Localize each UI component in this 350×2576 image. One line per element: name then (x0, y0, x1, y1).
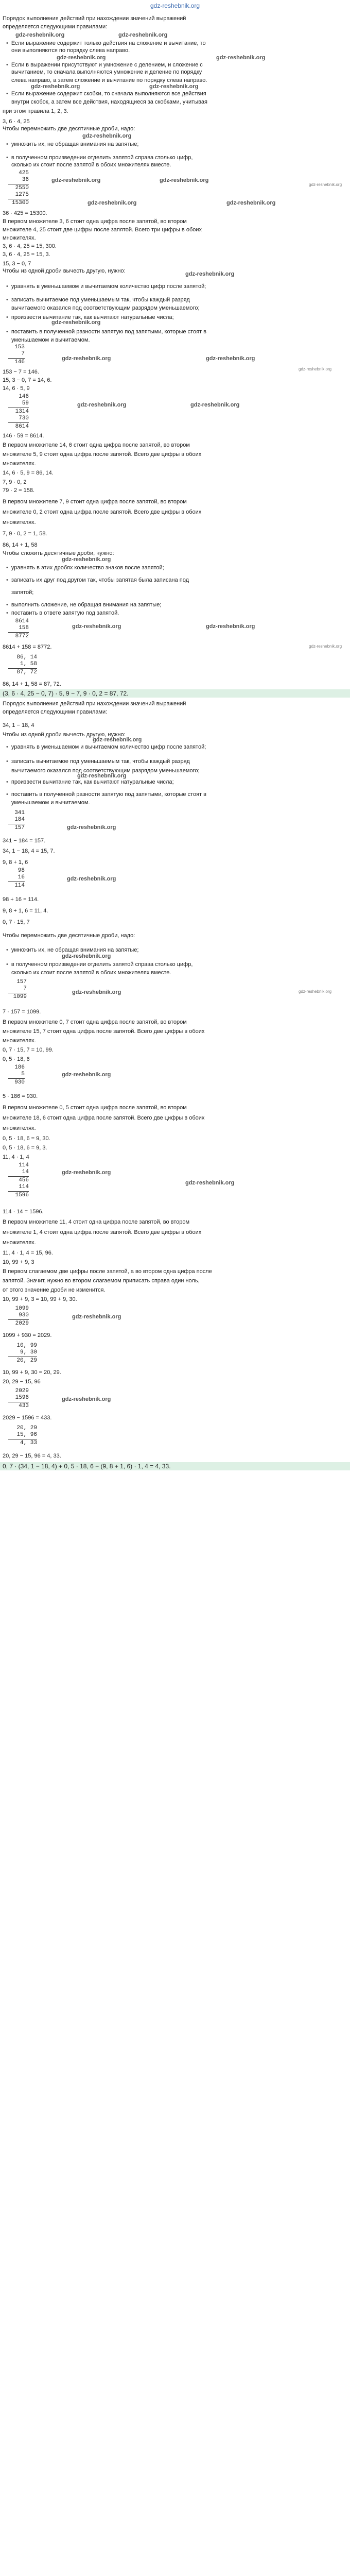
bullet-line: • умножить их, не обращая внимания на запятые; (6, 141, 138, 148)
watermark: gdz-reshebnik.org (62, 1170, 111, 1176)
expr-line: 9, 8 + 1, 6 (3, 859, 28, 866)
watermark: gdz-reshebnik.org (226, 200, 276, 206)
bullet-line: запятой; (11, 589, 34, 596)
expr-line: 34, 1 − 18, 4 (3, 722, 34, 728)
watermark: gdz-reshebnik.org (31, 83, 80, 90)
column-calc: 341 184 157 (8, 810, 25, 832)
text-line: 7 · 157 = 1099. (3, 1009, 41, 1015)
intro-line: Порядок выполнения действий при нахождении значений выражений (3, 701, 186, 707)
watermark: gdz-reshebnik.org (185, 271, 235, 277)
text-line: множителях. (3, 1125, 36, 1131)
column-calc: 1099 930 2029 (8, 1306, 29, 1327)
bullet-line: • записать вычитаемое под уменьшаемым так, чтобы каждый разряд (6, 758, 190, 765)
expr-line: 0, 5 · 18, 6 (3, 1056, 30, 1062)
watermark: gdz-reshebnik.org (62, 556, 111, 563)
text-line: 0, 5 · 18, 6 = 9, 30. (3, 1136, 50, 1142)
watermark: gdz-reshebnik.org (51, 177, 101, 183)
text-line: 79 · 2 = 158. (3, 487, 35, 494)
column-calc: 86, 14 1, 58 87, 72 (8, 654, 37, 676)
bullet-line: уменьшаемом и вычитаемом. (11, 800, 90, 806)
watermark: gdz-reshebnik.org (185, 1180, 235, 1186)
watermark: gdz-reshebnik.org (190, 402, 240, 408)
text-line: 98 + 16 = 114. (3, 896, 39, 903)
column-calc: 20, 29 15, 96 4, 33 (8, 1425, 37, 1447)
text-line: 114 · 14 = 1596. (3, 1209, 44, 1215)
intro-line: Порядок выполнения действий при нахождении значений выражений (3, 15, 186, 22)
watermark: gdz-reshebnik.org (67, 876, 116, 882)
text-line: 14, 6 · 5, 9 = 86, 14. (3, 470, 54, 476)
column-calc: 2029 1596 433 (8, 1388, 29, 1410)
text-line: 5 · 186 = 930. (3, 1093, 38, 1099)
bullet-line: сколько их стоит после запятой в обоих множителях вместе. (11, 970, 171, 976)
rule-line: внутри скобок, а затем все действия, находящиеся за скобками, учитывая (11, 99, 207, 105)
bullet-line: • умножить их, не обращая внимания на запятые; (6, 947, 138, 954)
bullet-line: • произвести вычитание так, как вычитают натуральные числа; (6, 314, 174, 321)
text-line: Чтобы из одной дроби вычесть другую, нужно: (3, 268, 126, 274)
bullet-line: • уравнять в уменьшаемом и вычитаемом количество цифр после запятой; (6, 744, 206, 751)
text-line: 8614 + 158 = 8772. (3, 644, 52, 650)
watermark: gdz-reshebnik.org (93, 737, 142, 743)
watermark: gdz-reshebnik.org (72, 989, 121, 995)
bullet-line: • уравнять в уменьшаемом и вычитаемом количество цифр после запятой; (6, 283, 206, 290)
expr-line: 20, 29 − 15, 96 (3, 1379, 41, 1385)
text-line: 153 − 7 = 146. (3, 369, 39, 375)
text-line: множителях. (3, 235, 36, 241)
text-line: множителе 4, 25 стоит две цифры после запятой. Всего три цифры в обоих (3, 227, 202, 233)
intro-line: определяется следующими правилами: (3, 24, 108, 30)
watermark: gdz-reshebnik.org (62, 953, 111, 959)
column-calc: 8614 158 8772 (8, 618, 29, 640)
text-line: от этого значение дроби не изменится. (3, 1287, 106, 1293)
bullet-line: • в полученном произведении отделить запятой справа столько цифр, (6, 155, 192, 161)
text-line: 146 · 59 = 8614. (3, 433, 44, 439)
text-line: В первом множителе 3, 6 стоит одна цифра после запятой, во втором (3, 218, 187, 225)
expr-line: 86, 14 + 1, 58 (3, 542, 38, 548)
text-line: 36 · 425 = 15300. (3, 210, 47, 216)
bullet-line: уменьшаемом и вычитаемом. (11, 337, 90, 343)
bullet-line: • записать вычитаемое под уменьшаемым так, чтобы каждый разряд (6, 297, 190, 303)
watermark: gdz-reshebnik.org (77, 402, 127, 408)
column-calc: 153 7 146 (8, 344, 25, 366)
text-line: В первом слагаемом две цифры после запятой, а во втором одна цифра после (3, 1268, 212, 1275)
answer-highlight: (3, 6 · 4, 25 − 0, 7) · 5, 9 − 7, 9 · 0, 2 = 87, 72. (0, 689, 350, 698)
column-calc: 146 59 1314 730 8614 (8, 394, 29, 430)
text-line: 0, 5 · 18, 6 = 9, 3. (3, 1145, 47, 1151)
rule-line: • Если выражение содержит только действия на сложение и вычитание, то (6, 40, 206, 47)
answer-highlight: 0, 7 · (34, 1 − 18, 4) + 0, 5 · 18, 6 − (9, 8 + 1, 6) · 1, 4 = 4, 33. (0, 1462, 350, 1470)
text-line: В первом множителе 0, 7 стоит одна цифра после запятой, во втором (3, 1019, 187, 1025)
watermark: gdz-reshebnik.org (57, 55, 106, 61)
watermark: gdz-reshebnik.org (206, 623, 255, 630)
text-line: 20, 29 − 15, 96 = 4, 33. (3, 1453, 61, 1459)
watermark: gdz-reshebnik.org (309, 644, 342, 649)
text-line: 3, 6 · 4, 25 = 15, 3. (3, 251, 50, 258)
watermark: gdz-reshebnik.org (77, 773, 127, 779)
text-line: множителе 5, 9 стоит одна цифра после запятой. Всего две цифры в обоих (3, 451, 202, 457)
bullet-line: • поставить в ответе запятую под запятой. (6, 610, 119, 617)
text-line: 9, 8 + 1, 6 = 11, 4. (3, 908, 48, 914)
site-header[interactable]: gdz-reshebnik.org (150, 2, 200, 9)
bullet-line: • выполнить сложение, не обращая внимания на запятые; (6, 602, 161, 608)
text-line: В первом множителе 0, 5 стоит одна цифра после запятой, во втором (3, 1105, 187, 1111)
text-line: 10, 99 + 9, 30 = 20, 29. (3, 1369, 61, 1376)
column-calc: 114 14 456 114 1596 (8, 1162, 29, 1199)
text-line: 3, 6 · 4, 25 = 15, 300. (3, 243, 57, 249)
rule-line: при этом правила 1, 2, 3. (3, 108, 68, 114)
expr-line: 3, 6 · 4, 25 (3, 118, 30, 125)
text-line: 341 − 184 = 157. (3, 838, 46, 844)
expr-line: 10, 99 + 9, 3 (3, 1259, 34, 1265)
text-line: 2029 − 1596 = 433. (3, 1415, 52, 1421)
text-line: запятой. Значит, нужно во втором слагаемом приписать справа один ноль, (3, 1278, 200, 1284)
watermark: gdz-reshebnik.org (72, 623, 121, 630)
column-calc: 186 5 930 (8, 1064, 25, 1086)
watermark: gdz-reshebnik.org (299, 989, 332, 994)
expr-line: 7, 9 · 0, 2 (3, 479, 27, 485)
rule-line: они выполняются по порядку слева направо. (11, 47, 130, 54)
bullet-line: • произвести вычитание так, как вычитают натуральные числа; (6, 779, 174, 786)
text-line: множителе 0, 2 стоит одна цифра после запятой. Всего две цифры в обоих (3, 509, 202, 515)
rule-line: вычитанием, то сначала выполняются умножение и деление по порядку (11, 69, 202, 75)
rule-line: слева направо, а затем сложение и вычитание по порядку слева направо. (11, 77, 207, 83)
text-line: В первом множителе 7, 9 стоит одна цифра после запятой, во втором (3, 499, 187, 505)
text-line: 15, 3 − 0, 7 = 14, 6. (3, 377, 52, 383)
watermark: gdz-reshebnik.org (82, 133, 132, 139)
text-line: Чтобы перемножить две десятичные дроби, надо: (3, 933, 135, 939)
watermark: gdz-reshebnik.org (62, 1396, 111, 1402)
column-calc: 157 7 1099 (8, 979, 27, 1001)
watermark: gdz-reshebnik.org (206, 355, 255, 362)
bullet-line: • записать их друг под другом так, чтобы запятая была записана под (6, 577, 189, 584)
text-line: Чтобы из одной дроби вычесть другую, нужно: (3, 732, 126, 738)
expr-line: 0, 7 · 15, 7 (3, 919, 30, 925)
rule-line: • Если в выражении присутствуют и умножение с делением, и сложение с (6, 62, 203, 69)
bullet-line: • поставить в полученной разности запятую под запятыми, которые стоят в (6, 329, 206, 335)
text-line: 7, 9 · 0, 2 = 1, 58. (3, 531, 47, 537)
column-calc: 10, 99 9, 30 20, 29 (8, 1343, 37, 1364)
text-line: В первом множителе 11, 4 стоит одна цифра после запятой, во втором (3, 1219, 190, 1225)
watermark: gdz-reshebnik.org (62, 355, 111, 362)
bullet-line: вычитаемого оказался под соответствующим разрядом уменьшаемого; (11, 305, 200, 311)
column-calc: 425 36 2550 1275 15300 (8, 170, 29, 207)
expr-line: 11, 4 · 1, 4 (3, 1154, 29, 1160)
text-line: множителе 18, 6 стоит одна цифра после запятой. Всего две цифры в обоих (3, 1115, 205, 1121)
watermark: gdz-reshebnik.org (149, 83, 199, 90)
rule-line: • Если выражение содержит скобки, то сначала выполняются все действия (6, 91, 206, 97)
watermark: gdz-reshebnik.org (160, 177, 209, 183)
bullet-line: вычитаемого оказался под соответствующим разрядом уменьшаемого; (11, 768, 200, 774)
expr-line: 14, 6 · 5, 9 (3, 385, 30, 392)
watermark: gdz-reshebnik.org (51, 319, 101, 326)
watermark: gdz-reshebnik.org (15, 32, 65, 38)
watermark: gdz-reshebnik.org (299, 367, 332, 371)
text-line: В первом множителе 14, 6 стоит одна цифра после запятой, во втором (3, 442, 190, 448)
text-line: множителях. (3, 461, 36, 467)
bullet-line: • уравнять в этих дробях количество знаков после запятой; (6, 565, 164, 571)
text-line: 11, 4 · 1, 4 = 15, 96. (3, 1250, 53, 1256)
bullet-line: • в полученном произведении отделить запятой справа столько цифр, (6, 961, 192, 968)
text-line: 34, 1 − 18, 4 = 15, 7. (3, 848, 55, 854)
text-line: множителях. (3, 1038, 36, 1044)
text-line: множителе 15, 7 стоит одна цифра после запятой. Всего две цифры в обоих (3, 1028, 205, 1035)
text-line: 10, 99 + 9, 3 = 10, 99 + 9, 30. (3, 1296, 77, 1302)
column-calc: 98 16 114 (8, 868, 25, 889)
text-line: 0, 7 · 15, 7 = 10, 99. (3, 1047, 54, 1053)
watermark: gdz-reshebnik.org (72, 1314, 121, 1320)
intro-line: определяется следующими правилами: (3, 709, 108, 715)
watermark: gdz-reshebnik.org (87, 200, 137, 206)
text-line: множителях. (3, 519, 36, 526)
bullet-line: • поставить в полученной разности запятую под запятыми, которые стоят в (6, 791, 206, 798)
text-line: 1099 + 930 = 2029. (3, 1332, 52, 1338)
watermark: gdz-reshebnik.org (62, 1072, 111, 1078)
watermark: gdz-reshebnik.org (309, 182, 342, 187)
text-line: Чтобы перемножить две десятичные дроби, надо: (3, 126, 135, 132)
watermark: gdz-reshebnik.org (216, 55, 266, 61)
text-line: множителе 1, 4 стоит одна цифра после запятой. Всего две цифры в обоих (3, 1229, 202, 1235)
watermark: gdz-reshebnik.org (118, 32, 168, 38)
text-line: множителях. (3, 1240, 36, 1246)
expr-line: 15, 3 − 0, 7 (3, 261, 31, 267)
text-line: 86, 14 + 1, 58 = 87, 72. (3, 681, 61, 687)
watermark: gdz-reshebnik.org (67, 824, 116, 831)
bullet-line: сколько их стоит после запятой в обоих множителях вместе. (11, 162, 171, 168)
text-line: Чтобы сложить десятичные дроби, нужно: (3, 550, 114, 556)
